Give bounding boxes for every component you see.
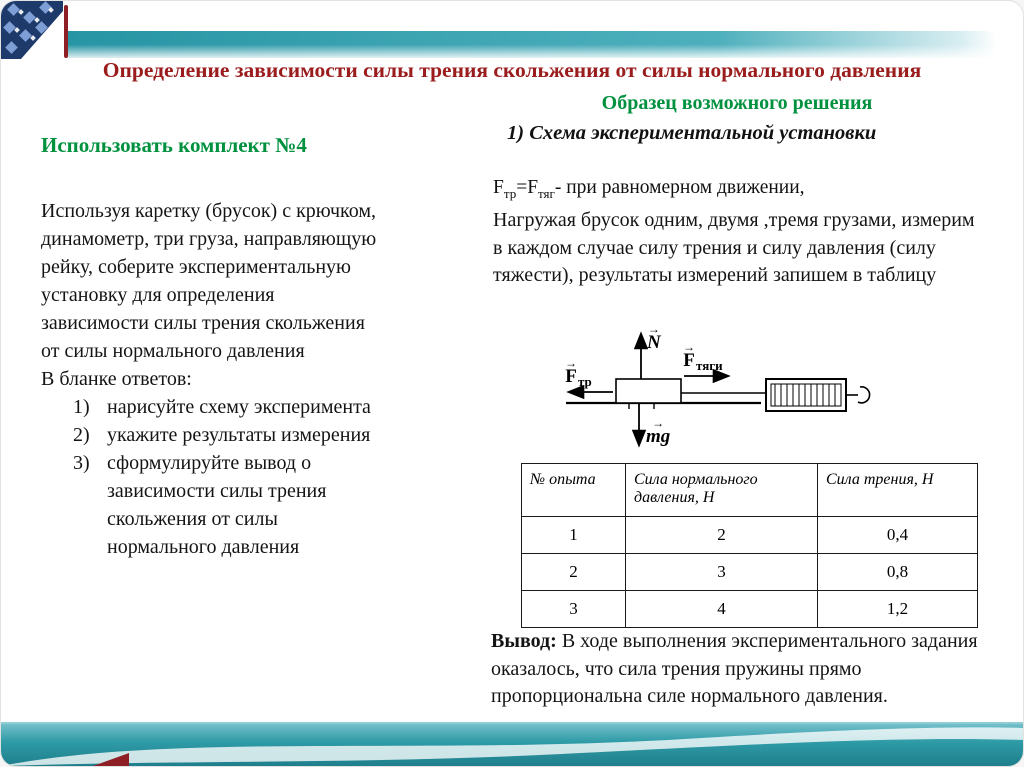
vector-arrow-icon: → <box>565 356 577 370</box>
conclusion <box>491 628 999 711</box>
table-row <box>522 517 978 554</box>
kit-heading: Использовать комплект №4 <box>41 133 307 157</box>
force-subscript: тр <box>578 374 592 389</box>
list-item-number: 3) <box>73 452 90 474</box>
column-header: Сила нормального давления, Н <box>626 464 818 517</box>
results-table <box>521 463 978 628</box>
experiment-diagram <box>521 324 921 461</box>
method-paragraph: Нагружая брусок одним, двумя ,тремя грузами, измерим в каждом случае силу трения и силу давления (силу тяжести), результаты измерений запишем в таблицу <box>493 209 975 286</box>
vector-arrow-icon: → <box>652 416 665 430</box>
table-cell: 4 <box>626 591 818 628</box>
table-cell: 0,4 <box>818 517 978 554</box>
force-subscript: тяг <box>538 185 555 201</box>
list-item-text: нарисуйте схему эксперимента <box>107 396 371 418</box>
list-item <box>41 393 441 421</box>
force-symbol: =F <box>516 177 539 198</box>
corner-ornament <box>1 1 71 61</box>
list-item <box>41 421 441 449</box>
formula-line <box>493 177 805 202</box>
table-cell: 0,8 <box>818 554 978 591</box>
table-cell: 2 <box>626 517 818 554</box>
force-subscript: тяги <box>696 358 723 373</box>
table-cell: 1 <box>522 517 626 554</box>
list-item <box>41 449 441 561</box>
top-decor-band <box>67 31 997 58</box>
corner-ornament-graphic <box>1 1 71 61</box>
block <box>616 379 681 403</box>
table-row <box>522 554 978 591</box>
list-item-text: сформулируйте вывод о зависимости силы трения скольжения от силы нормального давления <box>107 452 327 558</box>
table-row <box>522 591 978 628</box>
table-cell: 2 <box>522 554 626 591</box>
task-block <box>41 197 441 561</box>
answers-label: В бланке ответов: <box>41 368 192 390</box>
slide-title: Определение зависимости силы трения скольжения от силы нормального давления <box>102 58 922 82</box>
dynamometer <box>766 379 870 411</box>
conclusion-text: В ходе выполнения экспериментального задания оказалось, что сила трения пружины прямо пропорциональна силе нормального давления. <box>491 630 978 707</box>
column-header: № опыта <box>522 464 626 517</box>
force-symbol: F <box>493 177 504 198</box>
table-header-row <box>522 464 978 517</box>
task-paragraph: Используя каретку (брусок) с крючком, динамометр, три груза, направляющую рейку, соберите экспериментальную установку для определения зависимости силы трения скольжения от силы нормального давления <box>41 200 377 362</box>
vector-arrow-icon: → <box>683 340 695 354</box>
normal-force-label: → N <box>647 322 661 353</box>
vector-arrow-icon: → <box>647 322 660 336</box>
formula-comment: - при равномерном движении, <box>554 177 805 198</box>
friction-force-label: → F тр <box>565 356 592 389</box>
table-cell: 3 <box>522 591 626 628</box>
solution-sample-heading: Образец возможного решения <box>601 92 873 114</box>
hook <box>858 387 870 403</box>
force-subscript: тр <box>503 185 517 201</box>
column-header: Сила трения, Н <box>818 464 978 517</box>
bottom-decor-band <box>1 716 1024 766</box>
pulling-force-label: → F тяги <box>683 340 723 373</box>
list-item-number: 1) <box>73 396 90 418</box>
table-cell: 3 <box>626 554 818 591</box>
list-item-text: укажите результаты измерения <box>107 424 371 446</box>
weight-label: → mg <box>646 416 671 447</box>
table-cell: 1,2 <box>818 591 978 628</box>
list-item-number: 2) <box>73 424 90 446</box>
conclusion-label: Вывод: <box>491 630 557 652</box>
scheme-heading: 1) Схема экспериментальной установки <box>507 122 877 144</box>
